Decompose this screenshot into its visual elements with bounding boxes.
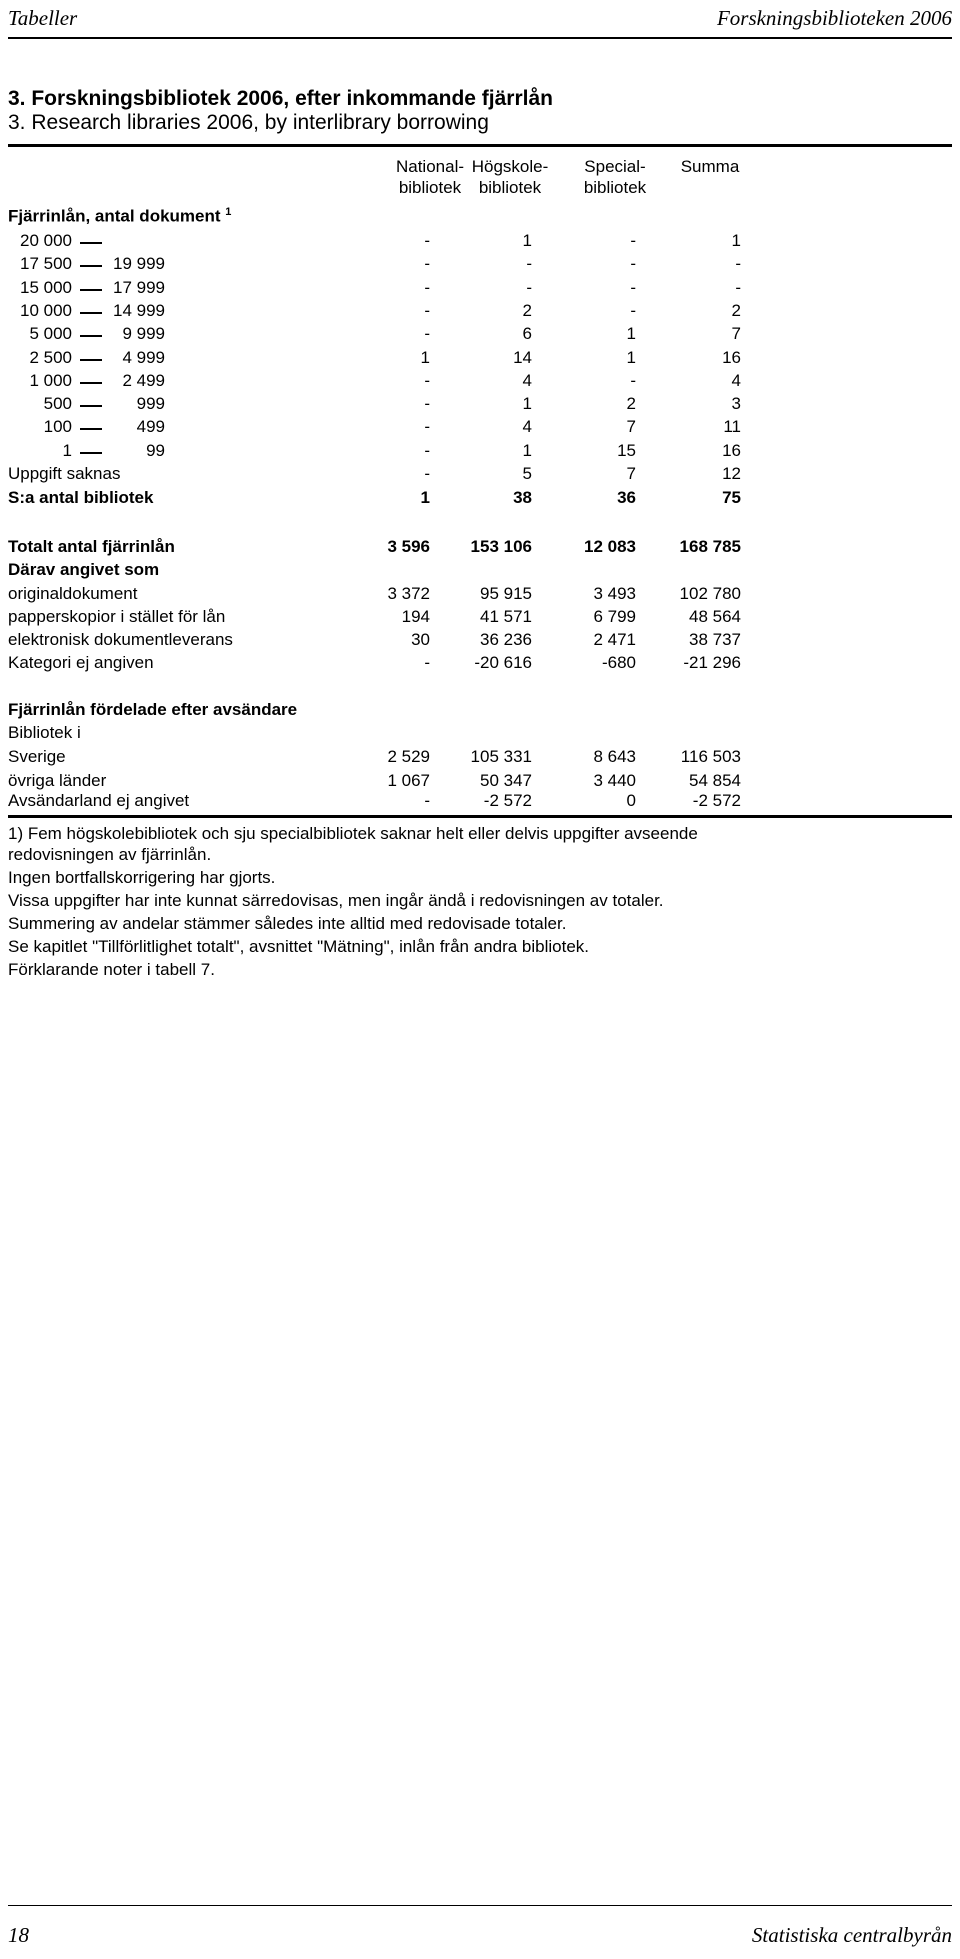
- table-cell: 54 854: [689, 771, 741, 790]
- table-cell: 1: [420, 488, 430, 507]
- size-range-to: 499: [136, 417, 165, 436]
- table-cell: 153 106: [470, 537, 532, 556]
- table-cell: -: [630, 371, 636, 390]
- table-cell: -: [735, 278, 741, 297]
- size-range-from: 100: [43, 417, 72, 436]
- table-cell: -: [424, 231, 430, 250]
- table-cell: -20 616: [474, 653, 532, 672]
- table-cell: 4: [522, 417, 532, 436]
- column-header-special: Special- bibliotek: [583, 157, 647, 197]
- size-range-to: 2 499: [122, 371, 165, 390]
- range-dash: [80, 242, 102, 244]
- table-cell: 30: [411, 630, 430, 649]
- footnote: redovisningen av fjärrinlån.: [8, 845, 212, 864]
- table-cell: -: [424, 301, 430, 320]
- table-cell: -: [630, 301, 636, 320]
- row-label-therein: Därav angivet som: [8, 560, 160, 579]
- footnote: Ingen bortfallskorrigering har gjorts.: [8, 868, 276, 887]
- size-range-to: 9 999: [122, 324, 165, 343]
- table-cell: -2 572: [483, 791, 532, 810]
- table-cell: -: [424, 441, 430, 460]
- table-cell: -: [424, 324, 430, 343]
- footnote: Summering av andelar stämmer således inte alltid med redovisade totaler.: [8, 914, 567, 933]
- table-cell: -680: [601, 653, 636, 672]
- row-label: Kategori ej angiven: [8, 653, 154, 672]
- table-cell: 2: [731, 301, 741, 320]
- table-cell: -: [424, 371, 430, 390]
- row-label-sum: S:a antal bibliotek: [8, 488, 154, 507]
- size-range-from: 2 500: [29, 348, 72, 367]
- table-cell: 3: [731, 394, 741, 413]
- size-range-from: 20 000: [20, 231, 72, 250]
- size-range-from: 15 000: [20, 278, 72, 297]
- table-cell: 38: [513, 488, 532, 507]
- table-cell: -: [630, 231, 636, 250]
- column-header-summa: Summa: [680, 157, 740, 176]
- table-cell: 6: [522, 324, 532, 343]
- table-cell: 38 737: [689, 630, 741, 649]
- page-number: 18: [8, 1923, 29, 1947]
- footnote: Se kapitlet "Tillförlitlighet totalt", avsnittet "Mätning", inlån från andra bibliotek.: [8, 937, 590, 956]
- size-range-from: 10 000: [20, 301, 72, 320]
- row-label-library-in: Bibliotek i: [8, 723, 81, 742]
- table-cell: 36 236: [480, 630, 532, 649]
- table-cell: 3 440: [593, 771, 636, 790]
- table-cell: -: [424, 394, 430, 413]
- table-cell: 2 529: [387, 747, 430, 766]
- table-cell: 2 471: [593, 630, 636, 649]
- table-cell: 1: [626, 324, 636, 343]
- footnote: 1) Fem högskolebibliotek och sju specialbibliotek saknar helt eller delvis uppgifter avseende: [8, 824, 698, 843]
- running-footer-right: Statistiska centralbyrån: [751, 1923, 952, 1947]
- table-cell: 6 799: [593, 607, 636, 626]
- table-cell: 7: [626, 417, 636, 436]
- table-cell: 12: [722, 464, 741, 483]
- footer-rule: [8, 1905, 952, 1906]
- table-cell: 1: [731, 231, 741, 250]
- table-cell: 7: [731, 324, 741, 343]
- column-header-hogskole: Högskole- bibliotek: [471, 157, 549, 197]
- table-cell: -: [630, 278, 636, 297]
- table-cell: 8 643: [593, 747, 636, 766]
- table-cell: -: [735, 254, 741, 273]
- running-header-left: Tabeller: [8, 6, 78, 30]
- table-cell: -2 572: [692, 791, 741, 810]
- table-cell: 3 596: [387, 537, 430, 556]
- table-cell: -: [424, 464, 430, 483]
- table-cell: 16: [722, 441, 741, 460]
- table-cell: 105 331: [470, 747, 532, 766]
- table-cell: 1: [522, 441, 532, 460]
- table-cell: 2: [626, 394, 636, 413]
- table-cell: 11: [723, 417, 741, 436]
- table-cell: -: [526, 278, 532, 297]
- table-cell: 95 915: [480, 584, 532, 603]
- table-cell: 168 785: [679, 537, 741, 556]
- table-cell: 4: [522, 371, 532, 390]
- table-cell: 16: [722, 348, 741, 367]
- table-cell: 14: [513, 348, 532, 367]
- row-label: övriga länder: [8, 771, 107, 790]
- table-cell: -: [630, 254, 636, 273]
- table-cell: 194: [401, 607, 430, 626]
- size-range-from: 1 000: [29, 371, 72, 390]
- size-range-from: 500: [43, 394, 72, 413]
- table-cell: 41 571: [480, 607, 532, 626]
- table-cell: -: [424, 254, 430, 273]
- row-label-missing: Uppgift saknas: [8, 464, 121, 483]
- size-range-to: 999: [136, 394, 165, 413]
- table-cell: 3 493: [593, 584, 636, 603]
- table-cell: 4: [731, 371, 741, 390]
- section-label-document-count: Fjärrinlån, antal dokument $^1$: [8, 206, 232, 226]
- table-title-swedish: 3. Forskningsbibliotek 2006, efter inkommande fjärrlån: [8, 87, 553, 110]
- table-cell: 5: [522, 464, 532, 483]
- table-cell: 36: [617, 488, 636, 507]
- column-header-national: National- bibliotek: [395, 157, 465, 197]
- table-cell: 102 780: [679, 584, 741, 603]
- footnote: Förklarande noter i tabell 7.: [8, 960, 215, 979]
- row-label: Sverige: [8, 747, 66, 766]
- table-cell: -: [424, 278, 430, 297]
- row-label: elektronisk dokumentleverans: [8, 630, 233, 649]
- table-bottom-rule: [8, 815, 952, 818]
- table-cell: -: [526, 254, 532, 273]
- table-cell: 75: [722, 488, 741, 507]
- header-rule: [8, 37, 952, 39]
- table-cell: -: [424, 417, 430, 436]
- table-cell: 50 347: [480, 771, 532, 790]
- row-label: Avsändarland ej angivet: [8, 791, 190, 810]
- table-cell: 2: [522, 301, 532, 320]
- size-range-to: 17 999: [113, 278, 165, 297]
- row-label-total: Totalt antal fjärrinlån: [8, 537, 175, 556]
- footnote: Vissa uppgifter har inte kunnat särredovisas, men ingår ändå i redovisningen av totaler.: [8, 891, 664, 910]
- table-cell: 12 083: [584, 537, 636, 556]
- table-cell: 1 067: [387, 771, 430, 790]
- table-cell: 48 564: [689, 607, 741, 626]
- running-header-right: Forskningsbiblioteken 2006: [716, 6, 952, 30]
- size-range-from: 17 500: [20, 254, 72, 273]
- size-range-from: 1: [62, 441, 72, 460]
- table-top-rule: [8, 144, 952, 147]
- table-cell: 1: [626, 348, 636, 367]
- table-cell: -: [424, 653, 430, 672]
- table-cell: 1: [522, 231, 532, 250]
- section-label-sender: Fjärrinlån fördelade efter avsändare: [8, 700, 298, 719]
- row-label: originaldokument: [8, 584, 138, 603]
- row-label: papperskopior i stället för lån: [8, 607, 226, 626]
- size-range-to: 99: [146, 441, 165, 460]
- table-cell: 116 503: [680, 747, 741, 766]
- table-cell: -21 296: [683, 653, 741, 672]
- table-cell: 3 372: [387, 584, 430, 603]
- table-cell: 1: [522, 394, 532, 413]
- table-cell: -: [424, 791, 430, 810]
- table-cell: 15: [617, 441, 636, 460]
- size-range-from: 5 000: [29, 324, 72, 343]
- table-cell: 1: [420, 348, 430, 367]
- table-cell: 7: [626, 464, 636, 483]
- size-range-to: 14 999: [113, 301, 165, 320]
- size-range-to: 19 999: [113, 254, 165, 273]
- table-cell: 0: [626, 791, 636, 810]
- size-range-to: 4 999: [122, 348, 165, 367]
- table-title-english: 3. Research libraries 2006, by interlibrary borrowing: [8, 111, 489, 134]
